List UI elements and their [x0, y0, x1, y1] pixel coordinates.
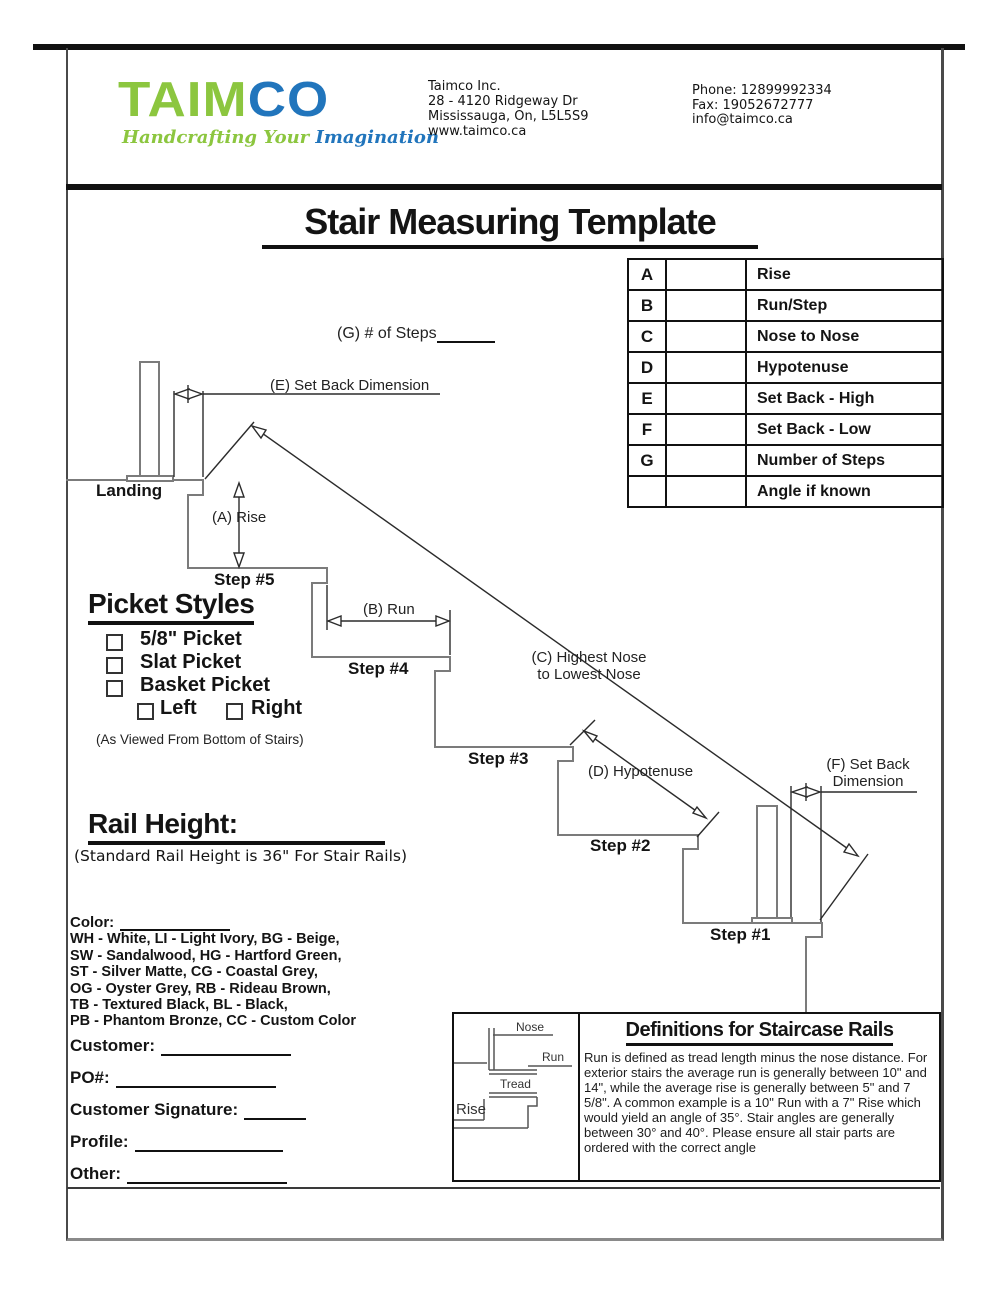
picket-note: (As Viewed From Bottom of Stairs) [96, 732, 304, 747]
d-hypotenuse-label: (D) Hypotenuse [588, 763, 694, 780]
po-field [70, 1068, 276, 1088]
row-label: Number of Steps [746, 445, 943, 476]
logo-word-green: TAIM [118, 73, 248, 127]
color-codes-line: PB - Phantom Bronze, CC - Custom Color [70, 1013, 356, 1030]
g-steps-label: (G) # of Steps [337, 325, 437, 342]
a-rise-label: (A) Rise [212, 509, 267, 526]
definitions-box [452, 1012, 941, 1182]
step1-label: Step #1 [710, 925, 771, 944]
row-letter: B [628, 290, 666, 321]
footer-divider [67, 1187, 940, 1189]
row-label: Run/Step [746, 290, 943, 321]
row-letter: F [628, 414, 666, 445]
mini-run-label: Run [542, 1050, 565, 1064]
logo-word-blue: CO [247, 73, 330, 127]
table-row [628, 321, 943, 352]
other-blank[interactable] [127, 1167, 287, 1184]
definitions-heading: Definitions for Staircase Rails [626, 1019, 894, 1046]
picket-right-checkbox[interactable] [226, 703, 243, 720]
color-section [70, 915, 356, 1030]
company-website: www.taimco.ca [428, 124, 527, 139]
contact-fax: Fax: 19052672777 [692, 97, 814, 113]
contact-info [692, 84, 832, 128]
color-blank[interactable] [120, 916, 230, 931]
header-divider [66, 184, 942, 190]
table-row [628, 259, 943, 290]
step2-label: Step #2 [590, 836, 651, 855]
definitions-divider [578, 1014, 580, 1180]
definitions-body: Run is defined as tread length minus the nose distance. For exterior stairs the average run is generally between 10" and 14", while the average rise is generally between 5" and 7 5/8". A common example is a 10" Run with a 7" Rise which would yield an angle of 35°. Stair angles are generally between 30° and 40°. Please ensure all stair parts are ordered with the correct angle [584, 1050, 928, 1155]
table-row [628, 352, 943, 383]
mini-tread-label: Tread [500, 1077, 531, 1091]
row-value-cell[interactable] [666, 445, 746, 476]
profile-field [70, 1132, 283, 1152]
signature-field [70, 1100, 306, 1120]
table-row [628, 476, 943, 507]
picket-58-label: 5/8" Picket [140, 628, 242, 650]
signature-label: Customer Signature: [70, 1100, 239, 1119]
picket-styles-heading: Picket Styles [88, 588, 254, 625]
color-codes-line: ST - Silver Matte, CG - Coastal Grey, [70, 964, 318, 981]
measurement-table [627, 258, 944, 508]
picket-left-checkbox[interactable] [137, 703, 154, 720]
f-setback-label-line1: (F) Set Back [826, 756, 910, 773]
row-letter: A [628, 259, 666, 290]
logo-tagline-green: Handcrafting Your [122, 127, 316, 148]
e-setback-label: (E) Set Back Dimension [270, 377, 430, 394]
picket-slat-label: Slat Picket [140, 651, 242, 673]
row-value-cell[interactable] [666, 414, 746, 445]
row-label: Nose to Nose [746, 321, 943, 352]
logo-tagline [122, 127, 439, 148]
signature-blank[interactable] [244, 1103, 306, 1120]
row-label: Set Back - Low [746, 414, 943, 445]
picket-58-checkbox[interactable] [106, 634, 123, 651]
other-field [70, 1164, 287, 1184]
g-steps-blank[interactable] [437, 326, 495, 343]
table-row [628, 414, 943, 445]
rail-height-heading: Rail Height: [88, 808, 385, 845]
row-value-cell[interactable] [666, 383, 746, 414]
row-letter: G [628, 445, 666, 476]
rail-height-note: (Standard Rail Height is 36" For Stair Rails) [74, 847, 408, 865]
company-info [428, 79, 589, 139]
contact-email: info@taimco.ca [692, 112, 793, 127]
row-label: Set Back - High [746, 383, 943, 414]
row-letter: D [628, 352, 666, 383]
table-row [628, 383, 943, 414]
picket-basket-label: Basket Picket [140, 674, 271, 696]
row-label: Hypotenuse [746, 352, 943, 383]
picket-left-label: Left [160, 697, 197, 719]
row-value-cell[interactable] [666, 476, 746, 507]
row-value-cell[interactable] [666, 321, 746, 352]
mini-rise-label: Rise [456, 1101, 487, 1118]
po-label: PO#: [70, 1068, 110, 1087]
landing-label: Landing [96, 481, 163, 500]
logo-tagline-blue: Imagination [315, 127, 439, 148]
picket-basket-checkbox[interactable] [106, 680, 123, 697]
taimco-logo [118, 72, 329, 128]
row-value-cell[interactable] [666, 352, 746, 383]
row-letter: E [628, 383, 666, 414]
color-codes-line: OG - Oyster Grey, RB - Rideau Brown, [70, 980, 331, 997]
row-label: Angle if known [746, 476, 943, 507]
f-setback-label [820, 756, 916, 790]
company-name: Taimco Inc. [428, 79, 501, 94]
table-row [628, 290, 943, 321]
step4-label: Step #4 [348, 659, 409, 678]
po-blank[interactable] [116, 1071, 276, 1088]
b-run-label: (B) Run [363, 601, 415, 618]
table-row [628, 445, 943, 476]
color-codes-line: TB - Textured Black, BL - Black, [70, 997, 288, 1014]
row-value-cell[interactable] [666, 290, 746, 321]
customer-field [70, 1036, 291, 1056]
color-codes-line: WH - White, LI - Light Ivory, BG - Beige, [70, 931, 340, 948]
profile-blank[interactable] [135, 1135, 283, 1152]
c-nose-label-line2: to Lowest Nose [537, 666, 641, 683]
c-nose-label-line1: (C) Highest Nose [531, 649, 647, 666]
company-address1: 28 - 4120 Ridgeway Dr [428, 94, 578, 109]
page-title: Stair Measuring Template [262, 201, 758, 249]
f-setback-label-line2: Dimension [832, 773, 904, 790]
other-label: Other: [70, 1164, 121, 1183]
company-address2: Mississauga, On, L5L5S9 [428, 109, 589, 124]
customer-label: Customer: [70, 1036, 156, 1055]
step5-label: Step #5 [214, 570, 275, 589]
color-label: Color: [70, 914, 115, 931]
c-nose-label [524, 649, 654, 683]
profile-label: Profile: [70, 1132, 129, 1151]
picket-right-label: Right [251, 697, 303, 719]
color-codes-line: SW - Sandalwood, HG - Hartford Green, [70, 947, 342, 964]
row-value-cell[interactable] [666, 259, 746, 290]
row-letter [628, 476, 666, 507]
contact-phone: Phone: 12899992334 [692, 83, 832, 98]
mini-nose-label: Nose [516, 1020, 545, 1034]
picket-slat-checkbox[interactable] [106, 657, 123, 674]
customer-blank[interactable] [161, 1039, 291, 1056]
row-label: Rise [746, 259, 943, 290]
row-letter: C [628, 321, 666, 352]
step3-label: Step #3 [468, 749, 529, 768]
